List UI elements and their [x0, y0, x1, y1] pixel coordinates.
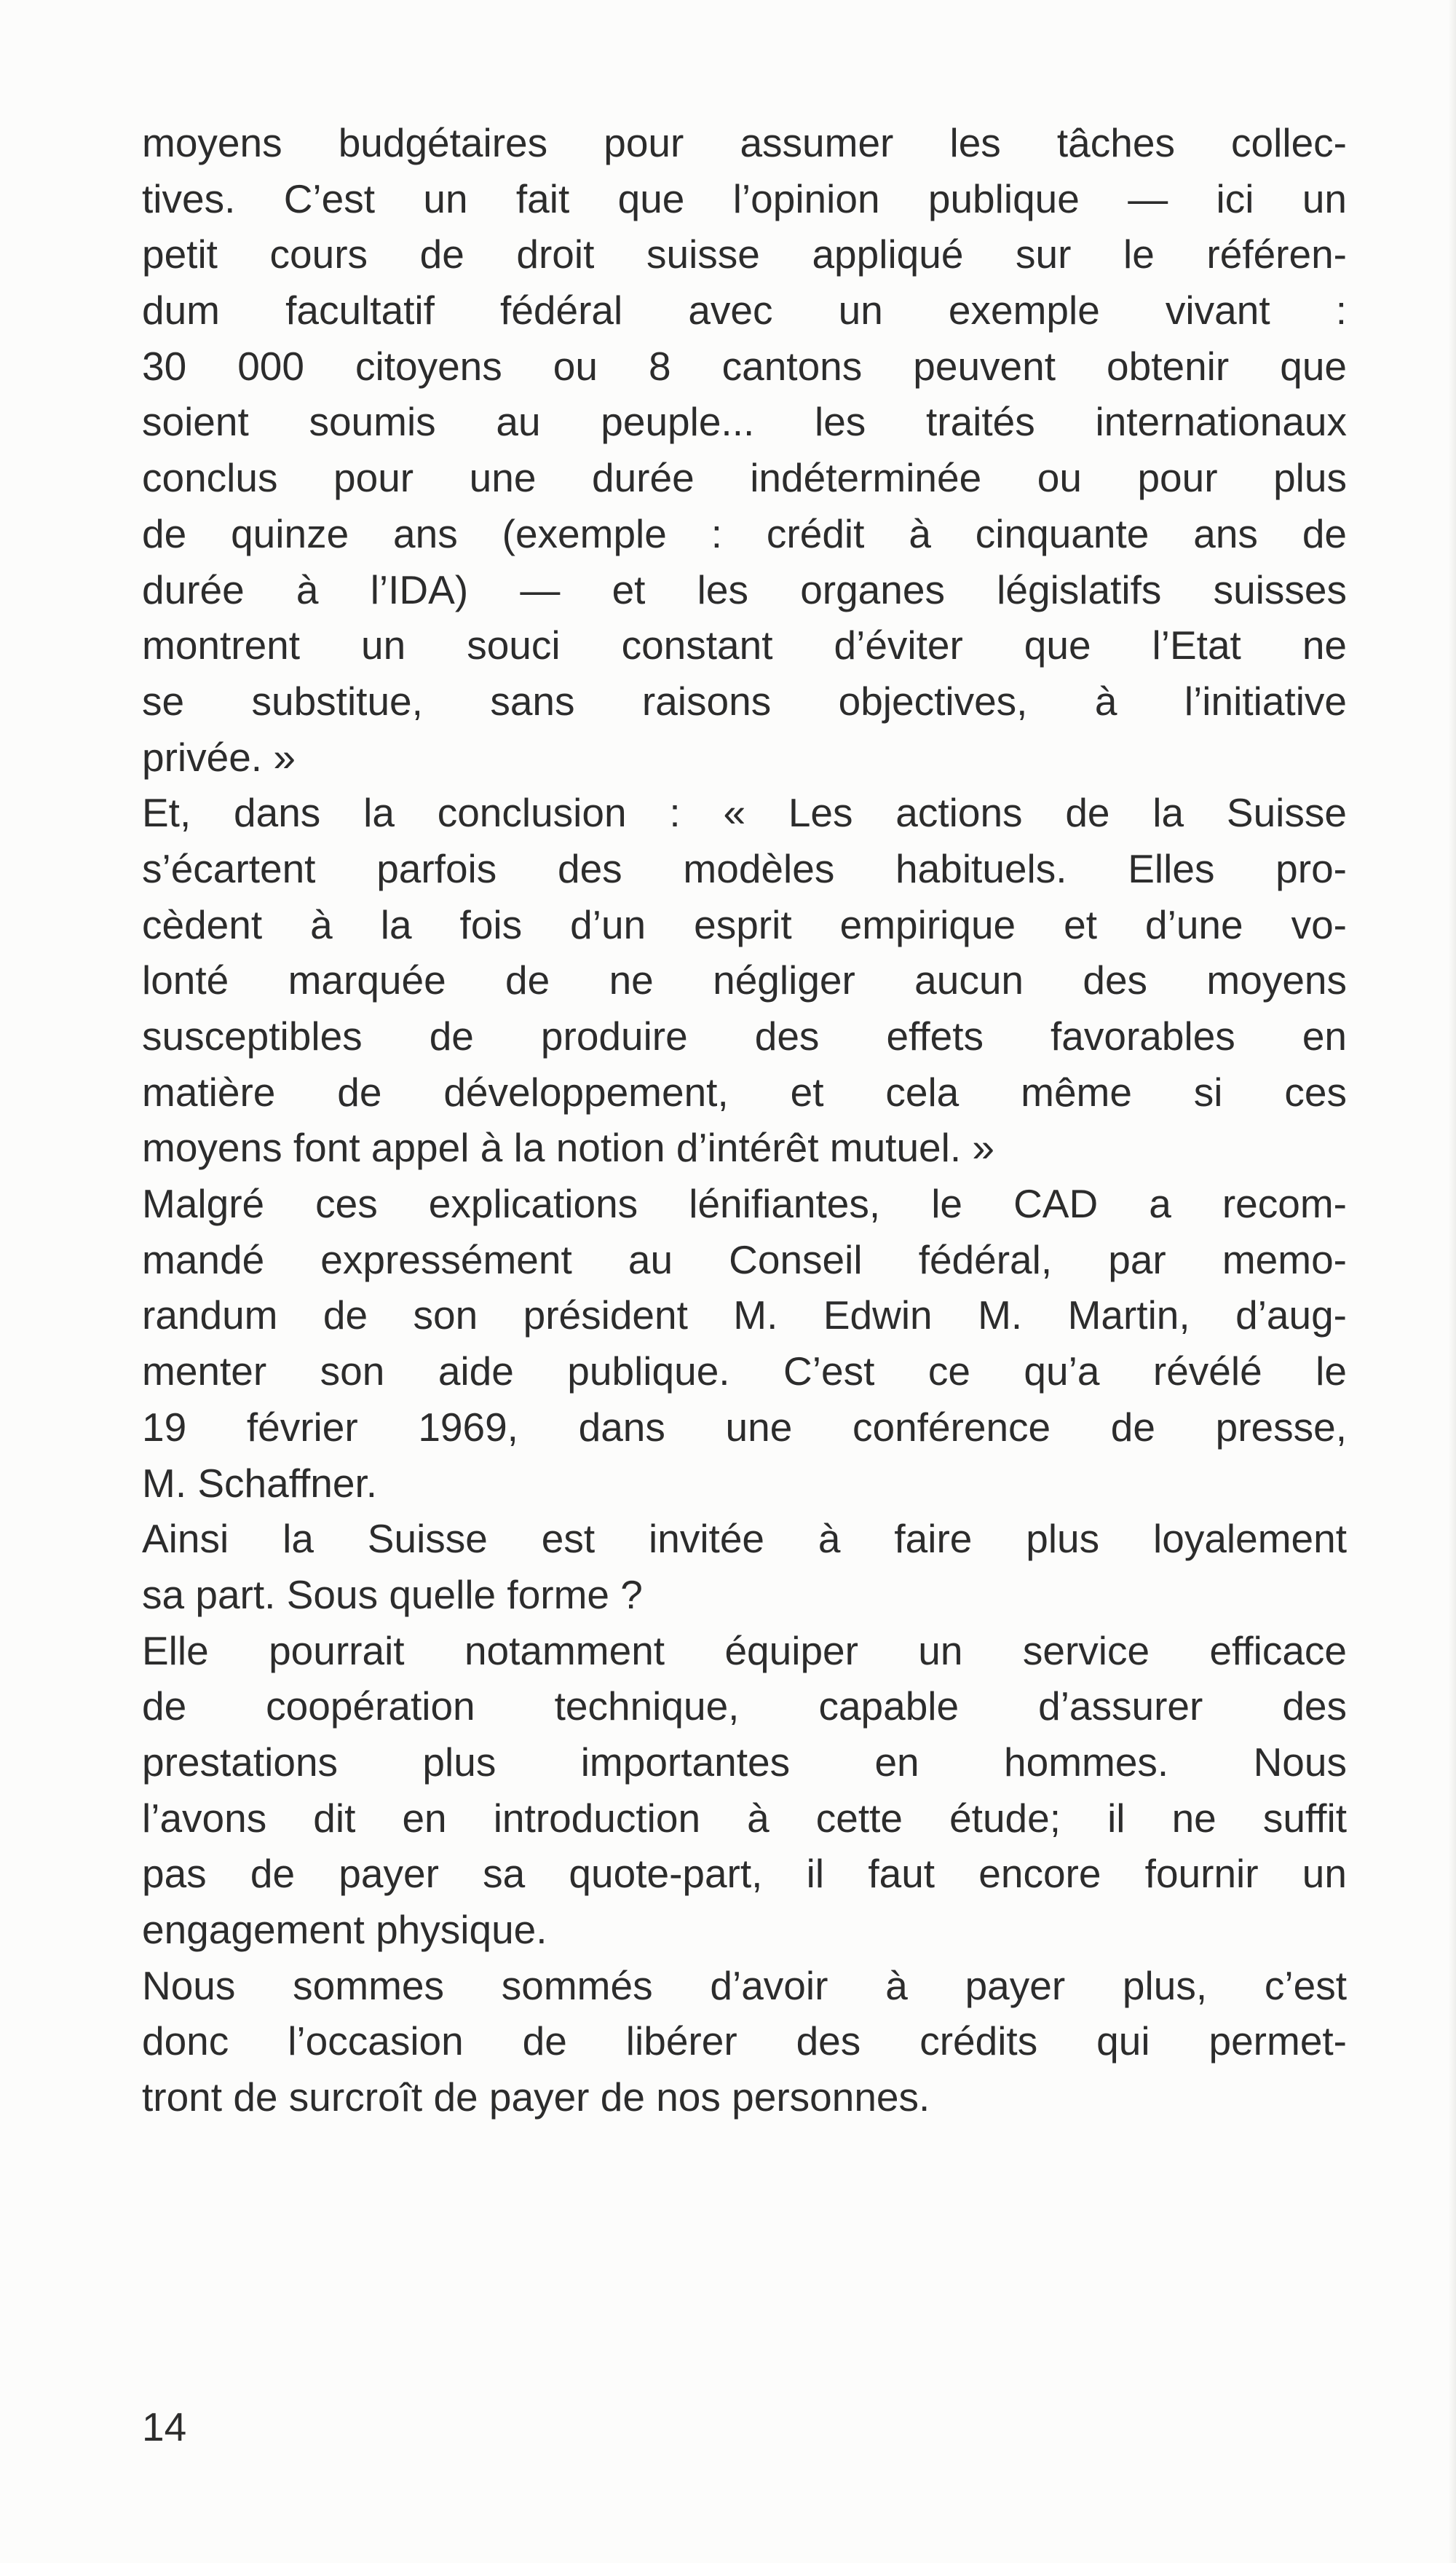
text-line: se substitue, sans raisons objectives, à l’initiative — [142, 678, 1347, 724]
text-line: montrent un souci constant d’éviter que l’Etat ne — [142, 623, 1347, 668]
text-line: tives. C’est un fait que l’opinion publique — ici un — [142, 175, 1347, 221]
text-line: Nous sommes sommés d’avoir à payer plus, c’est — [142, 1962, 1347, 2008]
text-line: conclus pour une durée indéterminée ou pour plus — [142, 455, 1347, 501]
text-line: petit cours de droit suisse appliqué sur le référen- — [142, 232, 1347, 277]
text-line: cèdent à la fois d’un esprit empirique et d’une vo- — [142, 901, 1347, 947]
text-line: Malgré ces explications lénifiantes, le CAD a recom- — [142, 1181, 1347, 1227]
text-line: sa part. Sous quelle forme ? — [142, 1571, 643, 1617]
text-line: pas de payer sa quote-part, il faut encore fournir un — [142, 1851, 1347, 1897]
text-line: prestations plus importantes en hommes. Nous — [142, 1739, 1347, 1785]
text-line: mandé expressément au Conseil fédéral, par memo- — [142, 1236, 1347, 1282]
text-line: s’écartent parfois des modèles habituels. Elles pro- — [142, 845, 1347, 891]
page-edge — [1449, 0, 1456, 2563]
text-line: moyens budgétaires pour assumer les tâches collec- — [142, 120, 1347, 165]
text-line: randum de son président M. Edwin M. Martin, d’aug- — [142, 1292, 1347, 1338]
text-line: matière de développement, et cela même si ces — [142, 1069, 1347, 1115]
text-line: Ainsi la Suisse est invitée à faire plus loyalement — [142, 1516, 1347, 1562]
text-line: susceptibles de produire des effets favorables en — [142, 1014, 1347, 1059]
text-line: M. Schaffner. — [142, 1460, 378, 1506]
text-line: engagement physique. — [142, 1907, 547, 1952]
body-text — [142, 115, 1347, 2125]
text-line: moyens font appel à la notion d’intérêt mutuel. » — [142, 1125, 995, 1171]
text-line: lonté marquée de ne négliger aucun des moyens — [142, 957, 1347, 1003]
text-line: 19 février 1969, dans une conférence de presse, — [142, 1404, 1347, 1450]
text-line: donc l’occasion de libérer des crédits qui permet- — [142, 2018, 1347, 2064]
text-line: durée à l’IDA) — et les organes législatifs suisses — [142, 566, 1347, 612]
page-number: 14 — [142, 2404, 187, 2449]
text-line: tront de surcroît de payer de nos personnes. — [142, 2074, 930, 2120]
text-line: privée. » — [142, 734, 296, 780]
text-line: menter son aide publique. C’est ce qu’a révélé le — [142, 1348, 1347, 1394]
text-line: dum facultatif fédéral avec un exemple vivant : — [142, 288, 1347, 333]
text-line: de quinze ans (exemple : crédit à cinquante ans de — [142, 510, 1347, 556]
text-line: soient soumis au peuple... les traités internationaux — [142, 399, 1347, 445]
text-line: Elle pourrait notamment équiper un service efficace — [142, 1627, 1347, 1673]
text-line: de coopération technique, capable d’assurer des — [142, 1683, 1347, 1729]
text-line: l’avons dit en introduction à cette étude; il ne suffit — [142, 1795, 1347, 1841]
text-line: 30 000 citoyens ou 8 cantons peuvent obtenir que — [142, 343, 1347, 389]
text-line: Et, dans la conclusion : « Les actions de la Suisse — [142, 790, 1347, 836]
